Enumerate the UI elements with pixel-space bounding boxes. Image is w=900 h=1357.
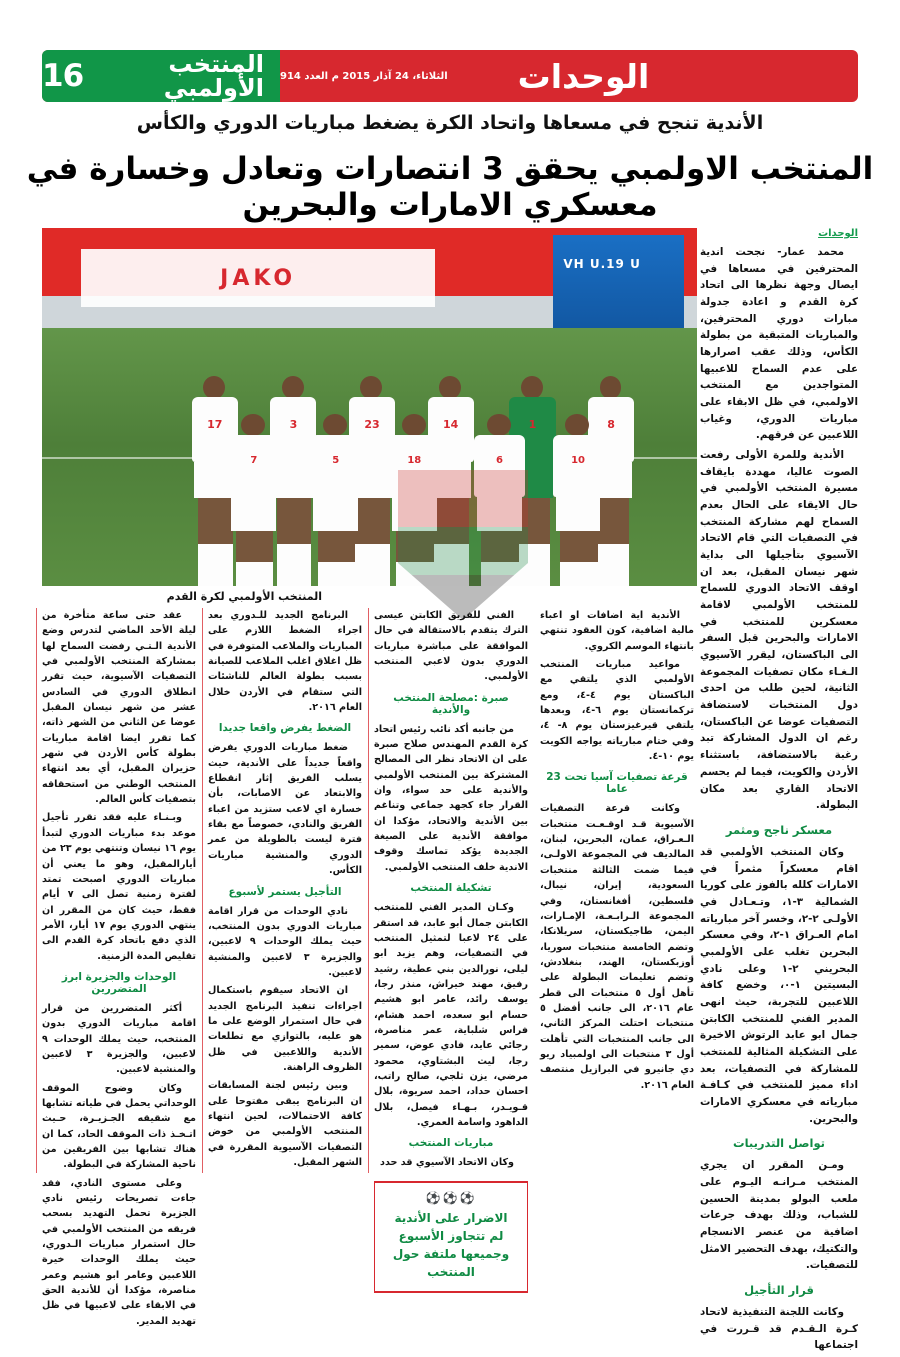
article-paragraph: وكان وضوح الموقف الوحداتي يحمل في طياته تشابها مع شقيقه الجـزيـرة، حـيث اتـخـذ ذات الموقف الحاد، كما ان هناك تشابها بين الفريقين من ناحية المشاركة في البطولة. [42,1082,196,1171]
player-leg [334,531,355,562]
photo-advert-text: JAKO [220,265,297,291]
article-paragraph: وبين رئيس لجنة المسابقات ان البرنامج يبقى مفتوحا على كافة الاحتمالات، لحين انتهاء المنتخب الأولمبي من خوض التصفيات الآسيوية المقررة في الشهر المقبل. [208,1080,362,1168]
player-number: 5 [332,455,340,467]
lower-column [540,608,694,1173]
player-shorts [392,497,437,531]
section-subheading: معسكر ناجح ومثمر [725,822,833,837]
photo-player [301,414,371,586]
article-paragraph: وكانت اللجنة التنفيذية لاتحاد كـرة الـقـدم قد قـررت في اجتماعها [700,1305,858,1352]
player-number: 8 [607,418,615,431]
lower-column [42,608,196,1327]
player-head [402,414,426,436]
callout-line: لم تتجاوز الأسبوع [398,1228,504,1243]
article-paragraph: ومـن المقرر ان يجري المنتخب مـرانـه اليـوم على ملعب البولو بمدينة الحسين للشباب، وذلك بهدف جرعات اضافية من عنصر الانسجام والتكتيك، بهدف التحضير الامثل للتصفيات. [700,1159,858,1272]
player-head [323,414,347,436]
article-paragraph: وكان الاتحاد الآسيوي قد حدد [380,1157,514,1169]
pull-quote-callout [374,1181,528,1293]
callout-line: الاضرار على الأندية [394,1210,508,1225]
team-photo [42,228,697,586]
photo-banner-text: VH U.19 U [563,257,641,272]
article-paragraph: أكثر المتضررين من قرار اقامة مباريات الدوري بدون المنتخب، حيث يملك الوحدات ٩ لاعبين، والجزيرة ٣ لاعبين والمنشية لاعبين. [42,1002,196,1076]
right-column-body [700,244,858,1354]
article-paragraph: ان الاتحاد سيقوم باستكمال اجراءات تنفيذ البرنامج الجديد في حال استمرار الوضع على ما هو عليه، بالتوازي مع تطلعات الأندية واللاعبين في ظل الظروف الراهنة. [208,985,362,1073]
article-paragraph: محمد عمار- نجحت اندية المحترفين في مسعاها في ايصال وجهة نظرها الى اتحاد كرة القدم و اعادة جدولة مبارات دوري المحترفين، والمباريات المتبقية من بطولة الكأس، وذلك عقب اصرارها على عدم السماح للاعبيها المتواجدين مع المنتخب الاولمبي، في ظل الابقاء على مباريات الدوري، وغياب اللاعبين عن فرقهم. [700,246,858,442]
player-number: 17 [207,418,223,431]
player-head [241,414,265,436]
section-badge [42,50,280,102]
article-paragraph: نادي الوحدات من قرار اقامة مباريات الدوري بدون المنتخب، حيث يملك الوحدات ٩ لاعبين، والجزيرة ٣ لاعبين والمنشية لاعبين. [208,905,362,978]
section-subheading: تواصل التدريبات [733,1136,825,1151]
player-number: 23 [364,418,380,431]
player-sock [577,562,598,586]
article-paragraph: من جانبه أكد نائب رئيس اتحاد كرة القدم المهندس صلاح صبرة على ان الاتحاد نظر الى المصالح المشتركة بين المنتخب الأولمبي والأندية على حد سواء، وان القرار جاء كجهد جماعي وتناغم بين الأندية والاتحاد، مؤكدا ان موافقة الأندية على الصيغة الجديدة يؤكد تماسك وقوف الاندية خلف المنتخب الأولمبي. [374,723,528,873]
player-shorts [556,497,601,531]
page-number: 16 [42,57,84,94]
player-head [439,376,461,399]
football-icons: ⚽⚽⚽ [425,1190,477,1205]
player-head [282,376,304,399]
player-shorts [313,497,358,531]
lower-column [208,608,362,1173]
player-head [565,414,589,436]
photo-player [543,414,613,586]
player-shorts [231,497,276,531]
article-paragraph: الأندية اية اضافات او اعباء مالية اضافية، كون العقود تنتهي بانتهاء الموسم الكروي. [540,610,694,652]
player-number: 14 [442,418,459,431]
player-head [360,376,382,399]
article-paragraph: وكان المنتخب الأولمبي قد اقام معسكراً مثمراً في الامارات كلله بالفوز على كوريا الشمالية ٣-١، وتـعـادل في الأولـى ٢-٢، وخسر آخر مبارياته امام العـراق ١-٢، وفي معسكر البحرين تغلب على الأولمبي البحريني ٢-١ وعلى نادي البسيتين ١-٠، وخضع كافة اللاعبين للتجربة، حيث انهى المدير الفني للمنتخب الكابتن جمال ابو عابد الرتوش الاخيرة على التشكيلة المثالية للمنتخب للمشاركة في التصفيات، بعد اداء مميز للمنتخب في كـافـة مبارياته في معسكري الامارات والبحرين. [700,845,858,1125]
player-leg [252,531,273,562]
article-paragraph: وكـان المدير الفني للمنتخب الكابتن جمال أبو عابد، قد استقر على ٢٤ لاعبا لتمثيل المنتخب في التصفيات، وهم يزيد ابو ليلى، نورالدين بني عطية، رشيد رفيق، مهند خيراش، منذر رجا، يوسف رائد، عامر ابو هشيم حسام ابو سعده، احمد هشام، فراس شلباية، عمر مناصرة، رجائي عايد، فادي عوض، سمير رجا، ليث البشتاوي، محمود مرضي، يزن ثلجي، صالح راتب، احسان حداد، احمد سريوة، بلال قـويـدر، بـهـاء فيصل، بلال الداهود واسامة العمري. [374,902,528,1128]
section-subheading: تشكيلة المنتخب [410,882,492,895]
player-sock [334,562,355,586]
callout-line: المنتخب [427,1264,475,1279]
callout-line: وجميعها ملتفة حول [392,1246,510,1261]
section-subheading: التأجيل يستمر لأسبوع [228,885,342,898]
article-paragraph: البرنامج الجديد للـدوري بعد اجراء الضغط اللازم على المباريات والملاعب المتوفرة في ظل اغلاق اغلب الملاعب للصيانة بسبب بطولة العالم للناشئات التي ستقام في الأردن خلال العام ٢٠١٦. [208,610,362,714]
player-number: 7 [250,455,258,467]
column-divider [36,608,37,1173]
masthead-bar [42,50,858,102]
player-head [600,376,622,399]
issue-date-line: الثلاثاء، 24 آذار 2015 م العدد 914 [280,70,448,82]
section-subheading: مباريات المنتخب [408,1137,494,1150]
lower-column [374,608,528,1279]
paper-logo: الوحدات [517,56,650,96]
article-paragraph: ضغط مباريات الدوري يفرض واقعاً جديداً على الأندية، حيث يسلب الفريق إثار انقطاع والابتعاد عن الاصابات، بأن خسارة اي لاعب ستزيد من اعباء الفريق والنادي، خصوصاً مع بقاء فترة ليست بالطويلة من عمر الدوري والمنشية مباريات الكأس. [208,742,362,877]
section-subheading: الوحدات والجزيرة ابرز المتضررين [61,970,177,995]
section-subheading: الضغط يفرض واقعا جديدا [218,722,352,735]
article-paragraph: الفني للفريق الكابتن عيسى الترك يتقدم بالاستقالة في حال الموافقة على مباشرة مباريات الدوري بدون لاعبي المنتخب الأولمبي. [374,610,528,683]
photo-blue-banner [553,235,684,328]
column-divider [368,608,369,1173]
main-headline: المنتخب الاولمبي يحقق 3 انتصارات وتعادل وخسارة في معسكري الامارات والبحرين [26,151,874,223]
player-head [203,376,225,399]
article-paragraph: الأندية وللمرة الأولى رفعت الصوت عاليا، مهددة بايقاف مسيرة المنتخب الأولمبي في حال الايقاء على الحال بعدم السماح لهم مشاركة المنتخب في التصفيات التي قام الاتحاد الآسيوي بتأجيلها الى بداية شهر نيسان المقبل، بعد ان اوقف الاتحاد الدوري للسماح للمنتخب الأولمبي لاقامة معسكرين للمنتخب في الامارات والبحرين قبل السفر الى الباكستان، ليقرر الآسيوي الـغـاء مكان تصفيات المجموعة الثانية، لحين طلب من احدى دول المنتخبات لاستضافة التصفيات عوضا عن الباكستان، رغم ان الدول المشاركة تبد رغبة بالاستضافة، باستثناء الأردن والكويت، فيما لم يحسم الاتحاد القاري بعد مكان البطولة. [700,449,858,812]
player-sock [252,562,273,586]
article-paragraph: مواعيد مباريات المنتخب الأولمبي الذي يلتقي مع الباكستان يوم ٤-٤، ومع تركمانستان يوم ٦-٤، وبعدها يلتقي قيرغيزستان يوم ٨- ٤، وفي ختام مبارياته يواجه الكويت يوم ١٠-٤. [540,659,695,763]
photo-player [464,414,534,586]
photo-caption: المنتخب الأولمبي لكرة القدم [166,590,322,603]
player-shorts [477,497,522,531]
column-divider [202,608,203,1173]
player-number: 1 [528,418,537,431]
article-paragraph: وكانت قرعة التصفيات الآسيوية قـد اوقـعـت منتخبات الـعـراق، عمان، البحرين، لبنان، المالديف في المجموعة الاولـى، فيما ضمت الثالثة منتخبات السعودية، إيران، نيبال، فلسطين، أفغانستان، وفي المجموعة الـرابـعـة، الإمـارات، اليمن، طاجيكستان، سريلانكا، وتضم الخامسة منتخبات سوريا، أوزبكستان، الهند، بنغلادش، وتضم تعليمات البطولة على تأهل أول ٥ منتخبات الى قطر عام ٢٠١٦، الى جانب أفضل ٥ منتخبات احتلت المركز الثاني، الى جانب المنتخبات التي تأهلت أول ٣ منتخبات الى اولمبياد ريو دي جانيرو في البرازيل منتصف العام ٢٠١٦. [540,803,695,1091]
photo-player [219,414,289,586]
player-head [487,414,511,436]
player-leg [498,531,519,562]
section-title: المنتخب الأولمبي [163,50,264,102]
article-paragraph: وبـنـاء عليه فقد تقرر تأجيل موعد بدء مباريات الدوري لتبدأ يوم ١٦ نيسان وتنتهي يوم ٢٣ من أيارالمقبل، وهو ما يعني أن مباريات الدوري اصبحت تمتد لفترة زمنية تصل الى ٧ أيام فقط، حيث كان من المقرر ان ينتهي الدوري يوم ١٧ أيار، الأمر الذي دفع باتحاد كرة القدم الى تقليص المدة الزمنية. [42,812,196,962]
player-number: 18 [407,455,422,467]
player-number: 10 [571,455,586,467]
section-subheading: قرعة تصفيات آسيا تحت 23 عاما [546,771,688,796]
article-paragraph: عقد حتى ساعة متأخرة من ليلة الأحد الماضي لتدرس وضع الأندية الـتـي رفضت السماح لها بمشاركة المنتخب الأولمبي في التصفيات الآسيوية، حيث تقرر انطلاق الدوري في السادس عشر من شهر نيسان المقبل عوضا عن الثاني من الشهر ذاته، كما تقرر ايضا اقامة مباريات بطولة كأس الأردن في شهر حزيران المقبل، أي بعد انتهاء المنتخب الوطني من استحقاقه بتصفيات كأس العالم. [42,610,196,806]
player-sock [413,562,434,586]
player-head [521,376,543,399]
player-number: 6 [495,455,503,467]
photo-player [379,414,449,586]
player-number: 3 [289,418,298,431]
article-paragraph: وعلى مستوى النادي، فقد جاءت تصريحات رئيس نادي الجزيرة تحمل التهديد بسحب فريقه من المنتخب الأولمبي في حال استمرار مباريات الـدوري، حيث يملك الوحدات خيرة اللاعبين وعامر ابو هشيم وعمر مناصرة، مؤكدا أن للأندية الحق في الابقاء على لاعبيها في ظل تهديد المدير. [42,1177,196,1327]
lower-columns-grid [42,608,697,1327]
right-main-column [700,228,858,1357]
kicker-line: الأندية تنجح في مسعاها واتحاد الكرة يضغط مباريات الدوري والكأس [136,112,764,134]
section-subheading: صبرة :مصلحة المنتخب والأندية [393,691,509,716]
section-subheading: قرار التأجيل [744,1282,814,1297]
player-leg [413,531,434,562]
player-leg [577,531,598,562]
byline-source: الوحدات [818,228,858,239]
player-sock [498,562,519,586]
